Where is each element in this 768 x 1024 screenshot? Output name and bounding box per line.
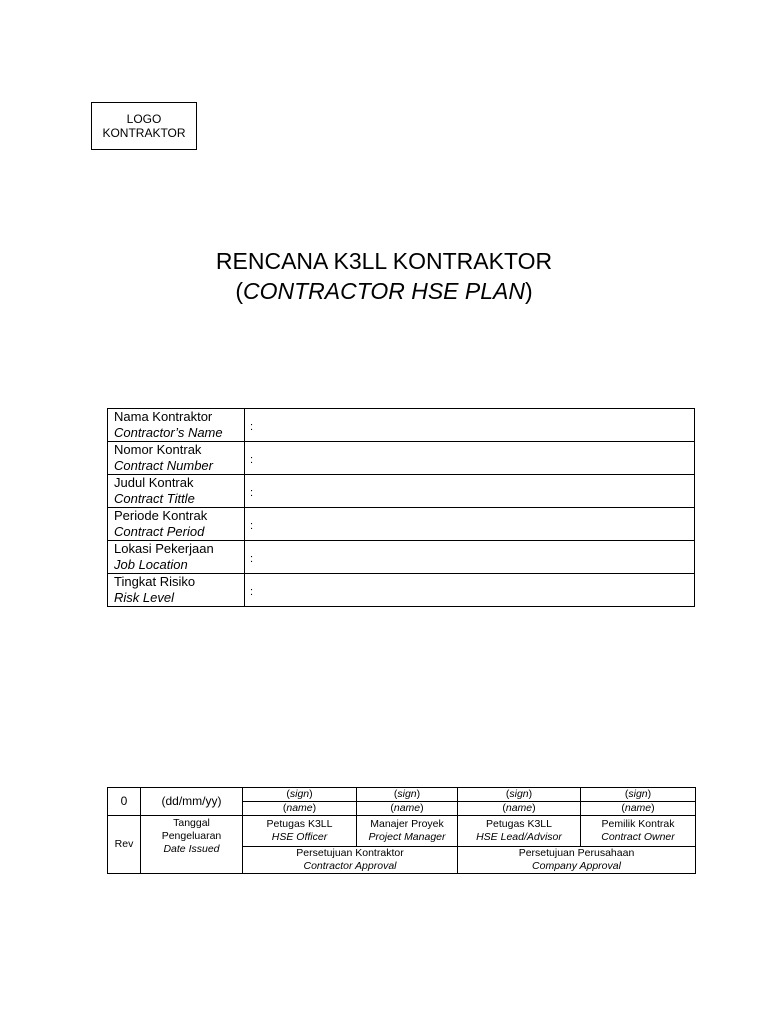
logo-line-2: KONTRAKTOR <box>102 126 186 140</box>
date-issued-label: Tanggal Pengeluaran Date Issued <box>141 816 243 874</box>
contractor-name-field[interactable]: : <box>245 409 695 442</box>
document-subtitle-english: CONTRACTOR HSE PLAN <box>242 278 525 304</box>
info-row-contractor-name <box>108 409 695 442</box>
name-cell-hse-lead[interactable]: (name) <box>458 802 581 816</box>
document-title: RENCANA K3LL KONTRAKTOR <box>215 248 553 274</box>
logo-line-1: LOGO <box>126 112 162 126</box>
contract-period-field[interactable]: : <box>245 508 695 541</box>
role-hse-officer: Petugas K3LL HSE Officer <box>243 816 357 847</box>
company-approval-label: Persetujuan Perusahaan Company Approval <box>458 847 696 874</box>
info-row-contract-number <box>108 442 695 475</box>
info-row-contract-title <box>108 475 695 508</box>
sign-cell-hse-lead[interactable]: (sign) <box>458 788 581 802</box>
info-row-job-location <box>108 541 695 574</box>
contract-number-field[interactable]: : <box>245 442 695 475</box>
rev-label: Rev <box>108 816 141 874</box>
sign-cell-project-manager[interactable]: (sign) <box>357 788 458 802</box>
contractor-approval-label: Persetujuan Kontraktor Contractor Approval <box>243 847 458 874</box>
info-label: Nomor Kontrak Contract Number <box>108 442 245 475</box>
role-project-manager: Manajer Proyek Project Manager <box>357 816 458 847</box>
role-contract-owner: Pemilik Kontrak Contract Owner <box>581 816 696 847</box>
risk-level-field[interactable]: : <box>245 574 695 607</box>
revision-approval-table <box>107 787 696 874</box>
document-subtitle: (CONTRACTOR HSE PLAN) <box>235 278 533 304</box>
date-issued-value[interactable]: (dd/mm/yy) <box>141 788 243 816</box>
info-row-contract-period <box>108 508 695 541</box>
revision-number[interactable]: 0 <box>108 788 141 816</box>
name-cell-hse-officer[interactable]: (name) <box>243 802 357 816</box>
info-row-risk-level <box>108 574 695 607</box>
contract-title-field[interactable]: : <box>245 475 695 508</box>
role-hse-lead: Petugas K3LL HSE Lead/Advisor <box>458 816 581 847</box>
sign-cell-hse-officer[interactable]: (sign) <box>243 788 357 802</box>
info-label: Lokasi Pekerjaan Job Location <box>108 541 245 574</box>
info-label: Periode Kontrak Contract Period <box>108 508 245 541</box>
info-label: Nama Kontraktor Contractor’s Name <box>108 409 245 442</box>
logo-placeholder <box>91 102 197 150</box>
sign-cell-contract-owner[interactable]: (sign) <box>581 788 696 802</box>
info-label: Tingkat Risiko Risk Level <box>108 574 245 607</box>
contractor-info-table <box>107 408 695 607</box>
info-label: Judul Kontrak Contract Tittle <box>108 475 245 508</box>
name-cell-contract-owner[interactable]: (name) <box>581 802 696 816</box>
name-cell-project-manager[interactable]: (name) <box>357 802 458 816</box>
job-location-field[interactable]: : <box>245 541 695 574</box>
